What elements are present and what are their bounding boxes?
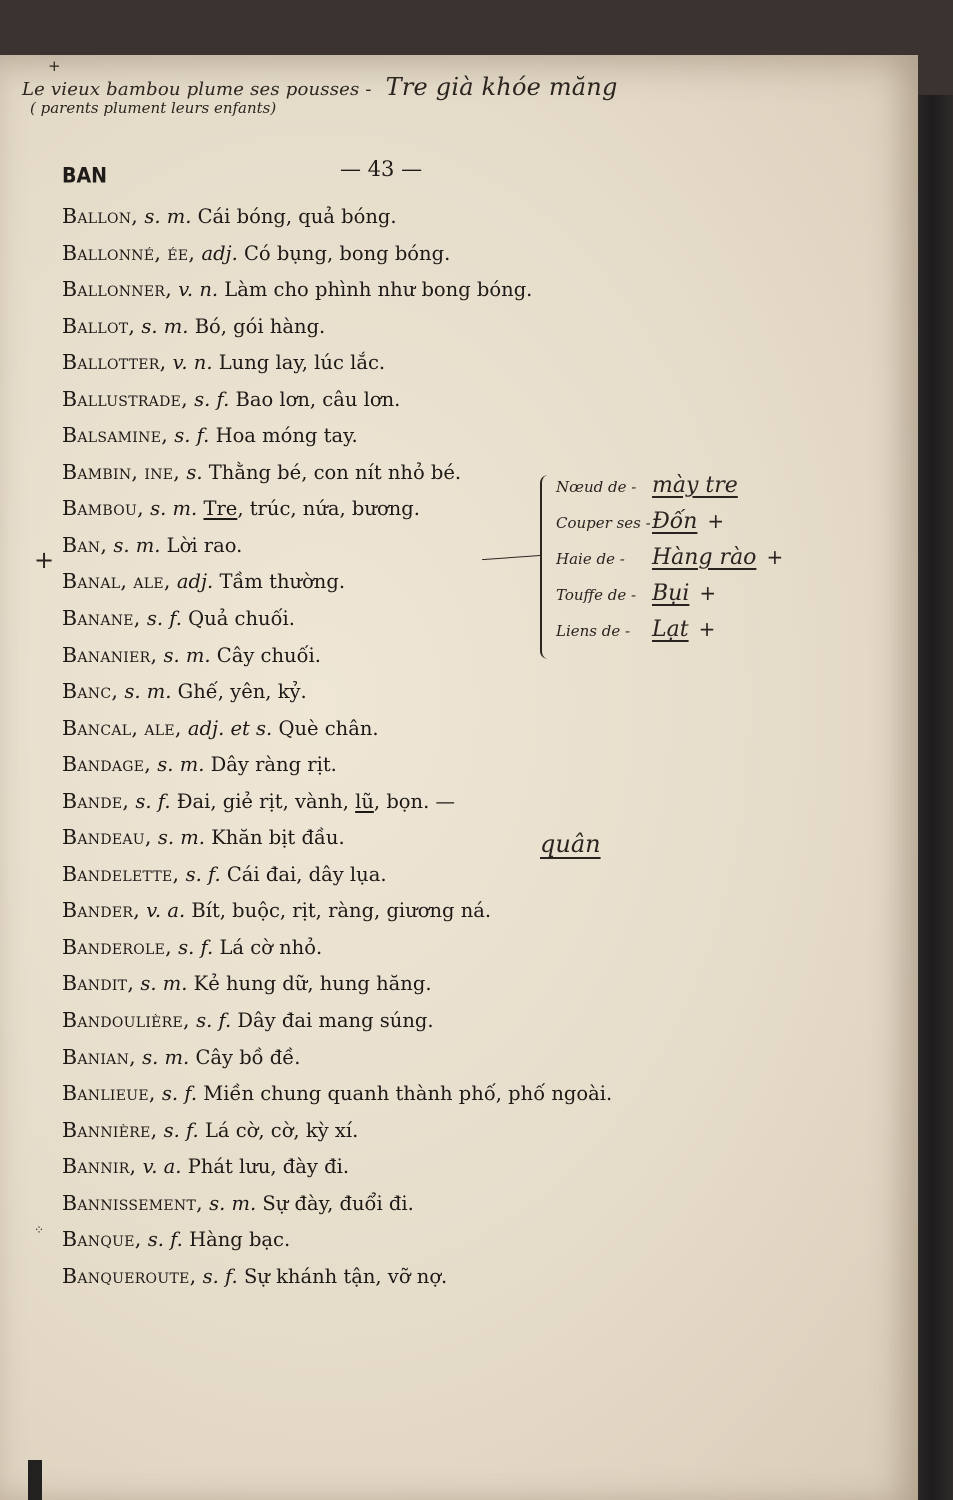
bande-handwritten-note: quân	[540, 830, 601, 858]
dictionary-entry	[62, 892, 762, 929]
entry-definition: Bó, gói hàng.	[194, 314, 326, 338]
margin-star-mark: ⁘	[34, 1223, 45, 1237]
dictionary-entry	[62, 710, 762, 747]
entry-definition: Sự đày, đuổi đi.	[262, 1191, 414, 1215]
dictionary-entry	[62, 1002, 762, 1039]
bambou-annotations	[556, 467, 856, 647]
bookmark-ribbon	[28, 1460, 42, 1500]
entry-grammar: v. n.	[172, 351, 213, 375]
dictionary-entry	[62, 1112, 762, 1149]
entry-headword-feminine: ale,	[133, 569, 171, 594]
annotation-row	[556, 503, 856, 539]
entry-grammar: s. f.	[135, 789, 171, 813]
annotation-vietnamese: Đốn	[652, 509, 698, 534]
entry-definition: Cây bồ đề.	[195, 1045, 301, 1069]
entry-grammar: s. f.	[174, 424, 210, 448]
entry-headword: Ballotter,	[62, 350, 167, 375]
entry-grammar: s. f.	[178, 935, 214, 959]
dictionary-entry	[62, 1039, 762, 1076]
entry-grammar: s. m.	[113, 533, 161, 557]
entry-headword: Ballonné,	[62, 240, 162, 265]
dictionary-entry	[62, 819, 762, 856]
annotation-vietnamese: Bụi	[652, 581, 690, 606]
annotation-french: Couper ses -	[556, 514, 651, 532]
entry-definition: Hoa móng tay.	[215, 424, 358, 448]
entry-grammar: s.	[186, 460, 203, 484]
entry-grammar: s. m.	[209, 1191, 257, 1215]
entry-definition: Sự khánh tận, vỡ nợ.	[243, 1264, 448, 1288]
entry-headword: Bandage,	[62, 752, 152, 777]
entry-headword: Bandelette,	[62, 861, 180, 886]
entry-headword: Ballon,	[62, 204, 139, 228]
proverb-french: Le vieux bambou plume ses pousses -	[22, 79, 372, 100]
entry-headword: Bandeau,	[62, 825, 152, 850]
entry-grammar: s. f.	[147, 1228, 183, 1252]
entry-definition: Khăn bịt đầu.	[211, 826, 345, 850]
dictionary-entry	[62, 1258, 762, 1295]
annotation-vietnamese: mày tre	[652, 473, 738, 498]
entry-headword: Bannière,	[62, 1117, 158, 1142]
annotation-french: Haie de -	[556, 550, 625, 568]
entry-headword: Bananier,	[62, 642, 158, 667]
entry-grammar: v. n.	[178, 278, 219, 302]
entry-grammar: s. f.	[163, 1118, 199, 1142]
dictionary-entry	[62, 417, 762, 454]
dictionary-entry	[62, 673, 762, 710]
entry-headword: Bancal,	[62, 715, 139, 740]
margin-plus-mark: +	[34, 546, 55, 574]
entry-definition: Dây ràng rịt.	[210, 753, 337, 777]
entry-grammar: s. f.	[202, 1264, 238, 1288]
entry-headword: Bandoulière,	[62, 1008, 190, 1033]
dictionary-entry	[62, 1148, 762, 1185]
entry-definition: Lá cờ nhỏ.	[219, 935, 323, 959]
entry-headword-feminine: ine,	[144, 459, 181, 484]
dictionary-entry	[62, 1075, 762, 1112]
entry-headword: Bannissement,	[62, 1190, 203, 1215]
entry-definition: Tầm thường.	[219, 570, 346, 594]
entry-definition: Bao lơn, câu lơn.	[235, 387, 401, 411]
entry-definition: Làm cho phình như bong bóng.	[224, 278, 533, 302]
annotation-row	[556, 539, 856, 575]
entry-definition: Quả chuối.	[188, 607, 295, 631]
entry-headword-feminine: ale,	[144, 715, 182, 740]
entry-grammar: s. f.	[185, 862, 221, 886]
entry-definition: Lá cờ, cờ, kỳ xí.	[204, 1118, 359, 1142]
entry-grammar: s. m.	[141, 314, 189, 338]
entry-headword: Ballonner,	[62, 277, 173, 302]
entry-grammar: adj.	[176, 570, 214, 594]
handwritten-plus-mark: +	[48, 57, 61, 75]
dictionary-entry	[62, 856, 762, 893]
entry-headword: Banque,	[62, 1227, 142, 1252]
book-spine	[918, 95, 953, 1500]
entry-definition: Thằng bé, con nít nhỏ bé.	[208, 460, 462, 484]
entry-headword: Bander,	[62, 898, 141, 923]
annotation-row	[556, 467, 856, 503]
dictionary-entry	[62, 344, 762, 381]
entry-definition: Cái bóng, quả bóng.	[197, 205, 397, 228]
entry-headword: Bambou,	[62, 496, 144, 521]
entry-definition-underlined: lũ	[355, 789, 374, 813]
entry-definition: , trúc, nứa, bương.	[237, 497, 420, 521]
entry-definition: Cái đai, dây lụa.	[226, 862, 387, 886]
entry-grammar: s. m.	[157, 826, 205, 850]
entry-grammar: v. a.	[146, 899, 186, 923]
entry-definition: Cây chuối.	[216, 643, 321, 667]
entry-headword: Ban,	[62, 532, 108, 557]
annotation-brace	[540, 475, 552, 659]
annotation-row	[556, 611, 856, 647]
handwritten-top-note	[22, 73, 782, 117]
entry-definition: Dây đai mang súng.	[237, 1009, 434, 1033]
entry-headword: Bande,	[62, 788, 130, 813]
dictionary-entry	[62, 1221, 762, 1258]
dictionary-entry	[62, 271, 762, 308]
entry-definition: Lời rao.	[166, 533, 243, 557]
entry-definition: Có bụng, bong bóng.	[244, 241, 451, 265]
entry-grammar: s. m.	[140, 972, 188, 996]
entry-definition-underlined: Tre	[203, 497, 238, 521]
handwritten-line-1	[22, 73, 782, 101]
entry-grammar: s. f.	[161, 1082, 198, 1106]
entry-definition: Hàng bạc.	[189, 1228, 291, 1252]
entry-headword: Banderole,	[62, 934, 172, 959]
dictionary-entry	[62, 1185, 762, 1222]
entry-headword: Banane,	[62, 606, 141, 631]
entry-headword: Banqueroute,	[62, 1263, 197, 1288]
dictionary-page	[0, 55, 918, 1500]
entry-headword: Banian,	[62, 1044, 136, 1069]
entry-headword: Banlieue,	[62, 1081, 156, 1106]
entry-grammar: s. m.	[163, 643, 211, 667]
dictionary-entry	[62, 965, 762, 1002]
entry-grammar: s. m.	[144, 205, 192, 228]
dictionary-entry	[62, 746, 762, 783]
entry-headword: Banal,	[62, 569, 128, 594]
entry-headword-feminine: ée,	[167, 240, 196, 265]
annotation-french: Liens de -	[556, 622, 631, 640]
entry-grammar: s. m.	[124, 680, 172, 704]
dictionary-entry	[62, 381, 762, 418]
entry-grammar: s. f.	[194, 387, 230, 411]
entry-headword: Bandit,	[62, 971, 135, 996]
dictionary-entry	[62, 308, 762, 345]
annotation-vietnamese: Hàng rào	[652, 545, 757, 570]
entry-definition: Phát lưu, đày đi.	[187, 1155, 350, 1179]
entry-headword: Balsamine,	[62, 423, 169, 448]
entry-headword: Bambin,	[62, 459, 139, 484]
page-number: — 43 —	[340, 157, 423, 181]
annotation-french: Nœud de -	[556, 478, 637, 496]
entry-headword: Ballustrade,	[62, 386, 188, 411]
entry-grammar: v. a.	[142, 1155, 182, 1179]
entry-definition: Què chân.	[278, 716, 379, 740]
annotation-plus-mark: +	[698, 617, 716, 641]
annotation-plus-mark: +	[707, 509, 725, 533]
entry-definition: Đai, giẻ rịt, vành,	[176, 789, 356, 813]
entry-grammar: s. m.	[150, 497, 198, 521]
entry-headword: Banc,	[62, 679, 119, 704]
entry-grammar: adj.	[201, 241, 238, 265]
entry-grammar: adj. et s.	[187, 716, 273, 740]
entry-headword: Ballot,	[62, 313, 136, 338]
annotation-row	[556, 575, 856, 611]
dictionary-entry	[62, 929, 762, 966]
entry-definition-rest: , bọn. —	[373, 789, 455, 813]
dictionary-entry	[62, 198, 762, 235]
entry-definition: Miền chung quanh thành phố, phố ngoài.	[203, 1082, 613, 1106]
entry-grammar: s. f.	[146, 607, 182, 631]
entry-grammar: s. m.	[142, 1045, 190, 1069]
handwritten-line-2: ( parents plument leurs enfants)	[30, 99, 277, 117]
dictionary-entry	[62, 783, 762, 820]
entry-grammar: s. f.	[196, 1009, 232, 1033]
entry-definition: Kẻ hung dữ, hung hăng.	[193, 972, 432, 996]
annotation-french: Touffe de -	[556, 586, 637, 604]
entry-definition: Bít, buộc, rịt, ràng, giương ná.	[191, 899, 492, 923]
dictionary-entry	[62, 235, 762, 272]
entry-list	[62, 198, 762, 1294]
entry-headword: Bannir,	[62, 1154, 137, 1179]
proverb-vietnamese: Tre già khóe măng	[385, 73, 618, 101]
entry-grammar: s. m.	[157, 753, 205, 777]
annotation-vietnamese: Lạt	[652, 617, 689, 642]
running-head: BAN	[62, 163, 108, 189]
entry-definition: Lung lay, lúc lắc.	[218, 351, 386, 375]
annotation-plus-mark: +	[699, 581, 717, 605]
entry-definition: Ghế, yên, kỷ.	[177, 680, 307, 704]
annotation-plus-mark: +	[766, 545, 784, 569]
